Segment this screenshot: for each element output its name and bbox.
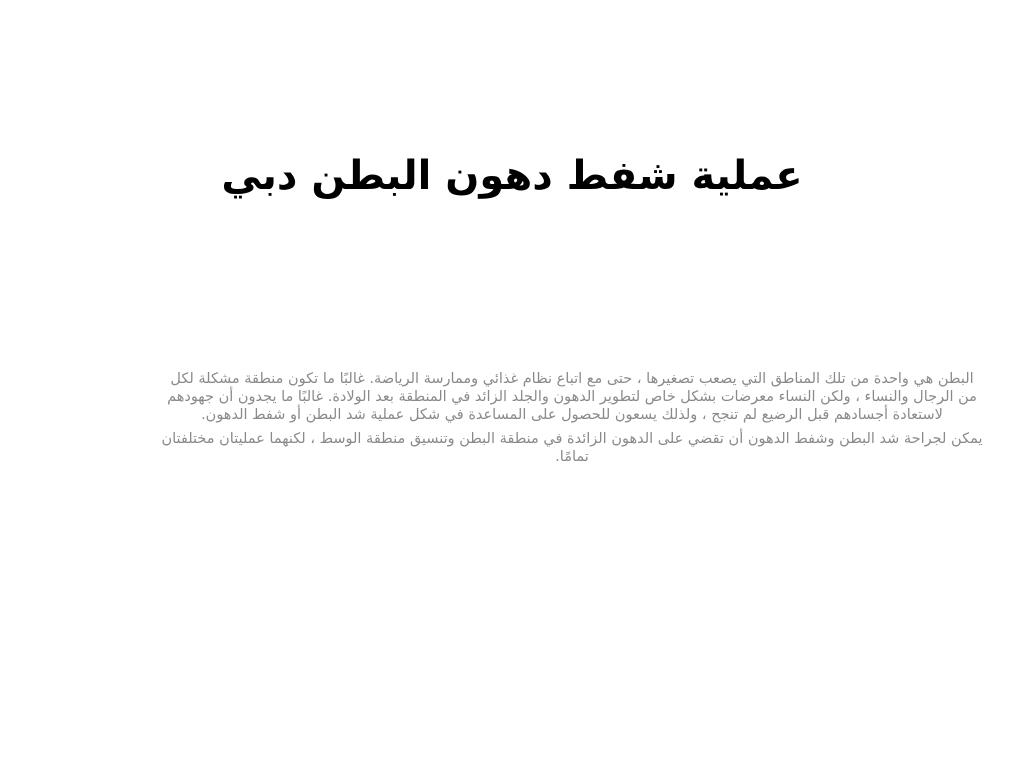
slide-body [160, 370, 984, 472]
slide-title: عملية شفط دهون البطن دبي [221, 153, 803, 199]
body-paragraph-1: البطن هي واحدة من تلك المناطق التي يصعب تصغيرها ، حتى مع اتباع نظام غذائي وممارسة الرياضة. غالبًا ما تكون منطقة مشكلة لكل من الرجال والنساء ، ولكن النساء معرضات بشكل خاص لتطوير الدهون والجلد الزائد في المنطقة بعد الولادة. غالبًا ما يجدون أن جهودهم لاستعادة أجسادهم قبل الرضيع لم تنجح ، ولذلك يسعون للحصول على المساعدة في شكل عملية شد البطن أو شفط الدهون. [167, 371, 977, 423]
body-paragraph-2: يمكن لجراحة شد البطن وشفط الدهون أن تقضي على الدهون الزائدة في منطقة البطن وتنسيق منطقة الوسط ، لكنهما عمليتان مختلفتان تمامًا. [161, 431, 983, 465]
